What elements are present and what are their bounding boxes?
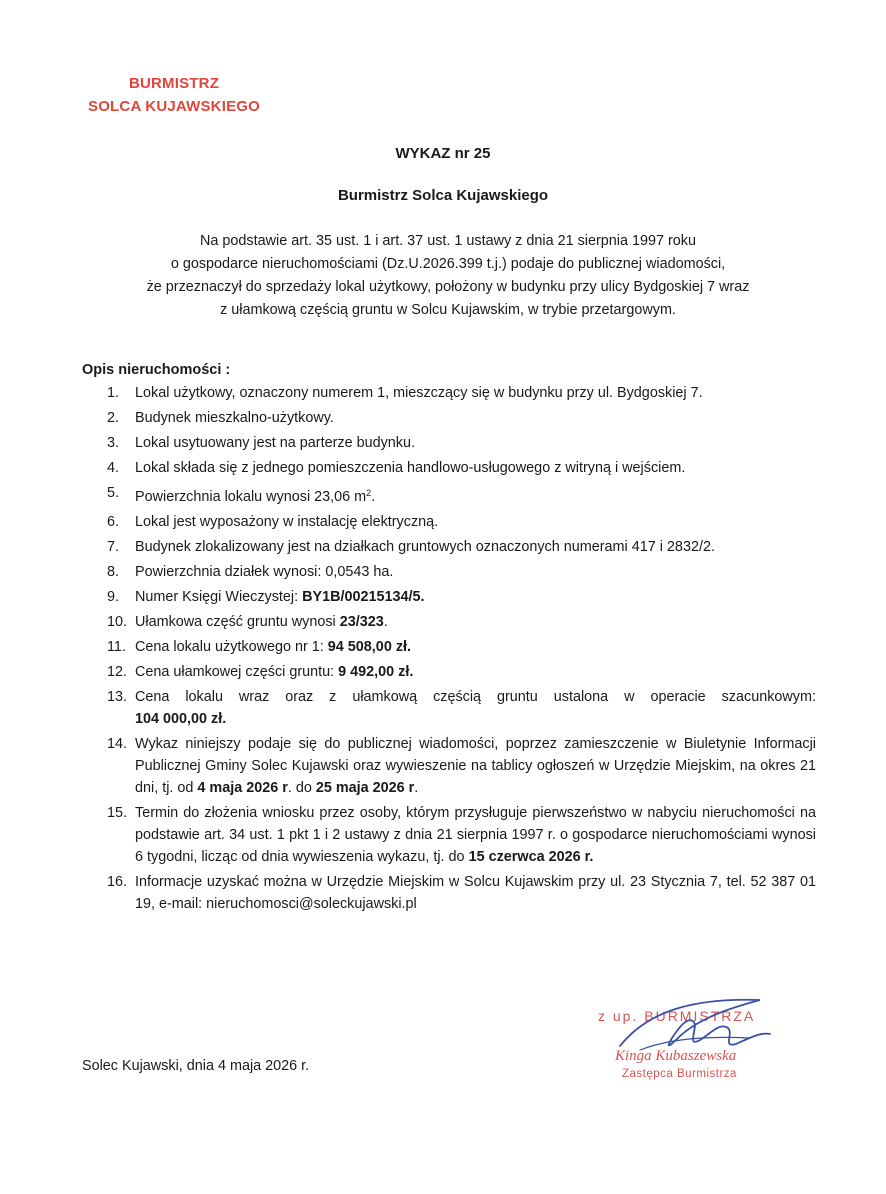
list-item (82, 661, 816, 683)
list-item (82, 871, 816, 915)
item-text: Lokal usytuowany jest na parterze budynku. (135, 435, 415, 451)
item-text: Informacje uzyskać można w Urzędzie Miejskim w Solcu Kujawskim przy ul. 23 Stycznia 7, tel. 52 387 01 19, e-mail: nieruchomosci@soleckujawski.pl (135, 874, 816, 912)
item-number: 8. (107, 564, 120, 580)
item-text: Lokal użytkowy, oznaczony numerem 1, mieszczący się w budynku przy ul. Bydgoskiej 7. (135, 385, 703, 401)
document-author: Burmistrz Solca Kujawskiego (337, 187, 549, 204)
list-item (82, 482, 816, 508)
issuer-header-line1: BURMISTRZ (128, 75, 220, 92)
land-share-price: 9 492,00 zł. (338, 664, 414, 680)
land-share-value: 23/323 (339, 614, 384, 630)
land-register-number: BY1B/00215134/5. (302, 589, 425, 605)
signature-authority: z up. BURMISTRZA (598, 1008, 756, 1024)
item-text-end: . (371, 489, 376, 505)
intro-line: że przeznaczył do sprzedaży lokal użytkowy, położony w budynku przy ulicy Bydgoskiej 7 wraz (146, 279, 750, 295)
document-title: WYKAZ nr 25 (395, 145, 491, 162)
list-item (82, 733, 816, 799)
signatory-role: Zastępca Burmistrza (622, 1068, 737, 1080)
premises-price: 94 508,00 zł. (327, 639, 412, 655)
item-text: Wykaz niniejszy podaje się do publicznej wiadomości, poprzez zamieszczenie w Biuletynie Informacji Publicznej Gminy Solec Kujawski oraz wywieszenie na tablicy ogłoszeń w Urzędzie Miejskim, na okres 21 dni, tj. od (135, 736, 816, 796)
item-number: 15. (107, 805, 128, 821)
signature-stamp (590, 988, 800, 1098)
property-description-list (82, 382, 816, 918)
item-number: 1. (107, 385, 120, 401)
item-number: 13. (107, 689, 128, 705)
application-deadline: 15 czerwca 2026 r. (468, 849, 594, 865)
item-text: Cena ułamkowej części gruntu: (135, 664, 339, 680)
item-number: 5. (107, 485, 120, 501)
item-text: Numer Księgi Wieczystej: (135, 589, 303, 605)
superscript: 2 (366, 488, 372, 498)
item-number: 4. (107, 460, 120, 476)
item-number: 16. (107, 874, 128, 890)
total-price: 104 000,00 zł. (135, 711, 227, 727)
item-text: Powierzchnia działek wynosi: 0,0543 ha. (135, 564, 394, 580)
section-heading: Opis nieruchomości : (82, 362, 231, 378)
posting-start-date: 4 maja 2026 r (197, 780, 288, 796)
item-number: 10. (107, 614, 128, 630)
intro-line: Na podstawie art. 35 ust. 1 i art. 37 ust. 1 ustawy z dnia 21 sierpnia 1997 roku (200, 233, 696, 249)
item-text-end: . (414, 780, 419, 796)
list-item (82, 407, 816, 429)
item-text: Budynek zlokalizowany jest na działkach gruntowych oznaczonych numerami 417 i 2832/2. (135, 539, 715, 555)
list-item (82, 382, 816, 404)
issuer-header (84, 72, 264, 118)
list-item (82, 802, 816, 868)
item-number: 3. (107, 435, 120, 451)
intro-line: z ułamkową częścią gruntu w Solcu Kujawskim, w trybie przetargowym. (220, 302, 676, 318)
item-number: 7. (107, 539, 120, 555)
place-and-date: Solec Kujawski, dnia 4 maja 2026 r. (82, 1058, 310, 1074)
list-item (82, 611, 816, 633)
list-item (82, 432, 816, 454)
signatory-name: Kinga Kubaszewska (615, 1048, 737, 1064)
issuer-header-line2: SOLCA KUJAWSKIEGO (87, 98, 261, 115)
list-item (82, 511, 816, 533)
item-text: Budynek mieszkalno-użytkowy. (135, 410, 334, 426)
item-number: 9. (107, 589, 120, 605)
item-number: 14. (107, 736, 128, 752)
item-number: 6. (107, 514, 120, 530)
item-text: Ułamkowa część gruntu wynosi (135, 614, 340, 630)
intro-paragraph (90, 230, 806, 322)
list-item (82, 586, 816, 608)
list-item (82, 686, 816, 730)
item-text: Cena lokalu użytkowego nr 1: (135, 639, 328, 655)
list-item (82, 457, 816, 479)
item-text: Termin do złożenia wniosku przez osoby, którym przysługuje pierwszeństwo w nabyciu nieruchomości na podstawie art. 34 ust. 1 pkt 1 i 2 ustawy z dnia 21 sierpnia 1997 r. o gospodarce nieruchomościami wynosi 6 tygodni, licząc od dnia wywieszenia wykazu, tj. do (135, 805, 816, 865)
item-text: Lokal jest wyposażony w instalację elektryczną. (135, 514, 439, 530)
item-text-end: . (383, 614, 388, 630)
list-item (82, 536, 816, 558)
item-text: Cena lokalu wraz oraz z ułamkową częścią gruntu ustalona w operacie szacunkowym: (135, 689, 816, 705)
item-text-mid: . do (287, 780, 316, 796)
item-text: Lokal składa się z jednego pomieszczenia handlowo-usługowego z witryną i wejściem. (135, 460, 686, 476)
list-item (82, 636, 816, 658)
list-item (82, 561, 816, 583)
posting-end-date: 25 maja 2026 r (315, 780, 415, 796)
item-number: 2. (107, 410, 120, 426)
intro-line: o gospodarce nieruchomościami (Dz.U.2026.399 t.j.) podaje do publicznej wiadomości, (170, 256, 726, 272)
item-number: 12. (107, 664, 128, 680)
item-number: 11. (107, 639, 126, 655)
item-text: Powierzchnia lokalu wynosi 23,06 m (135, 489, 367, 505)
